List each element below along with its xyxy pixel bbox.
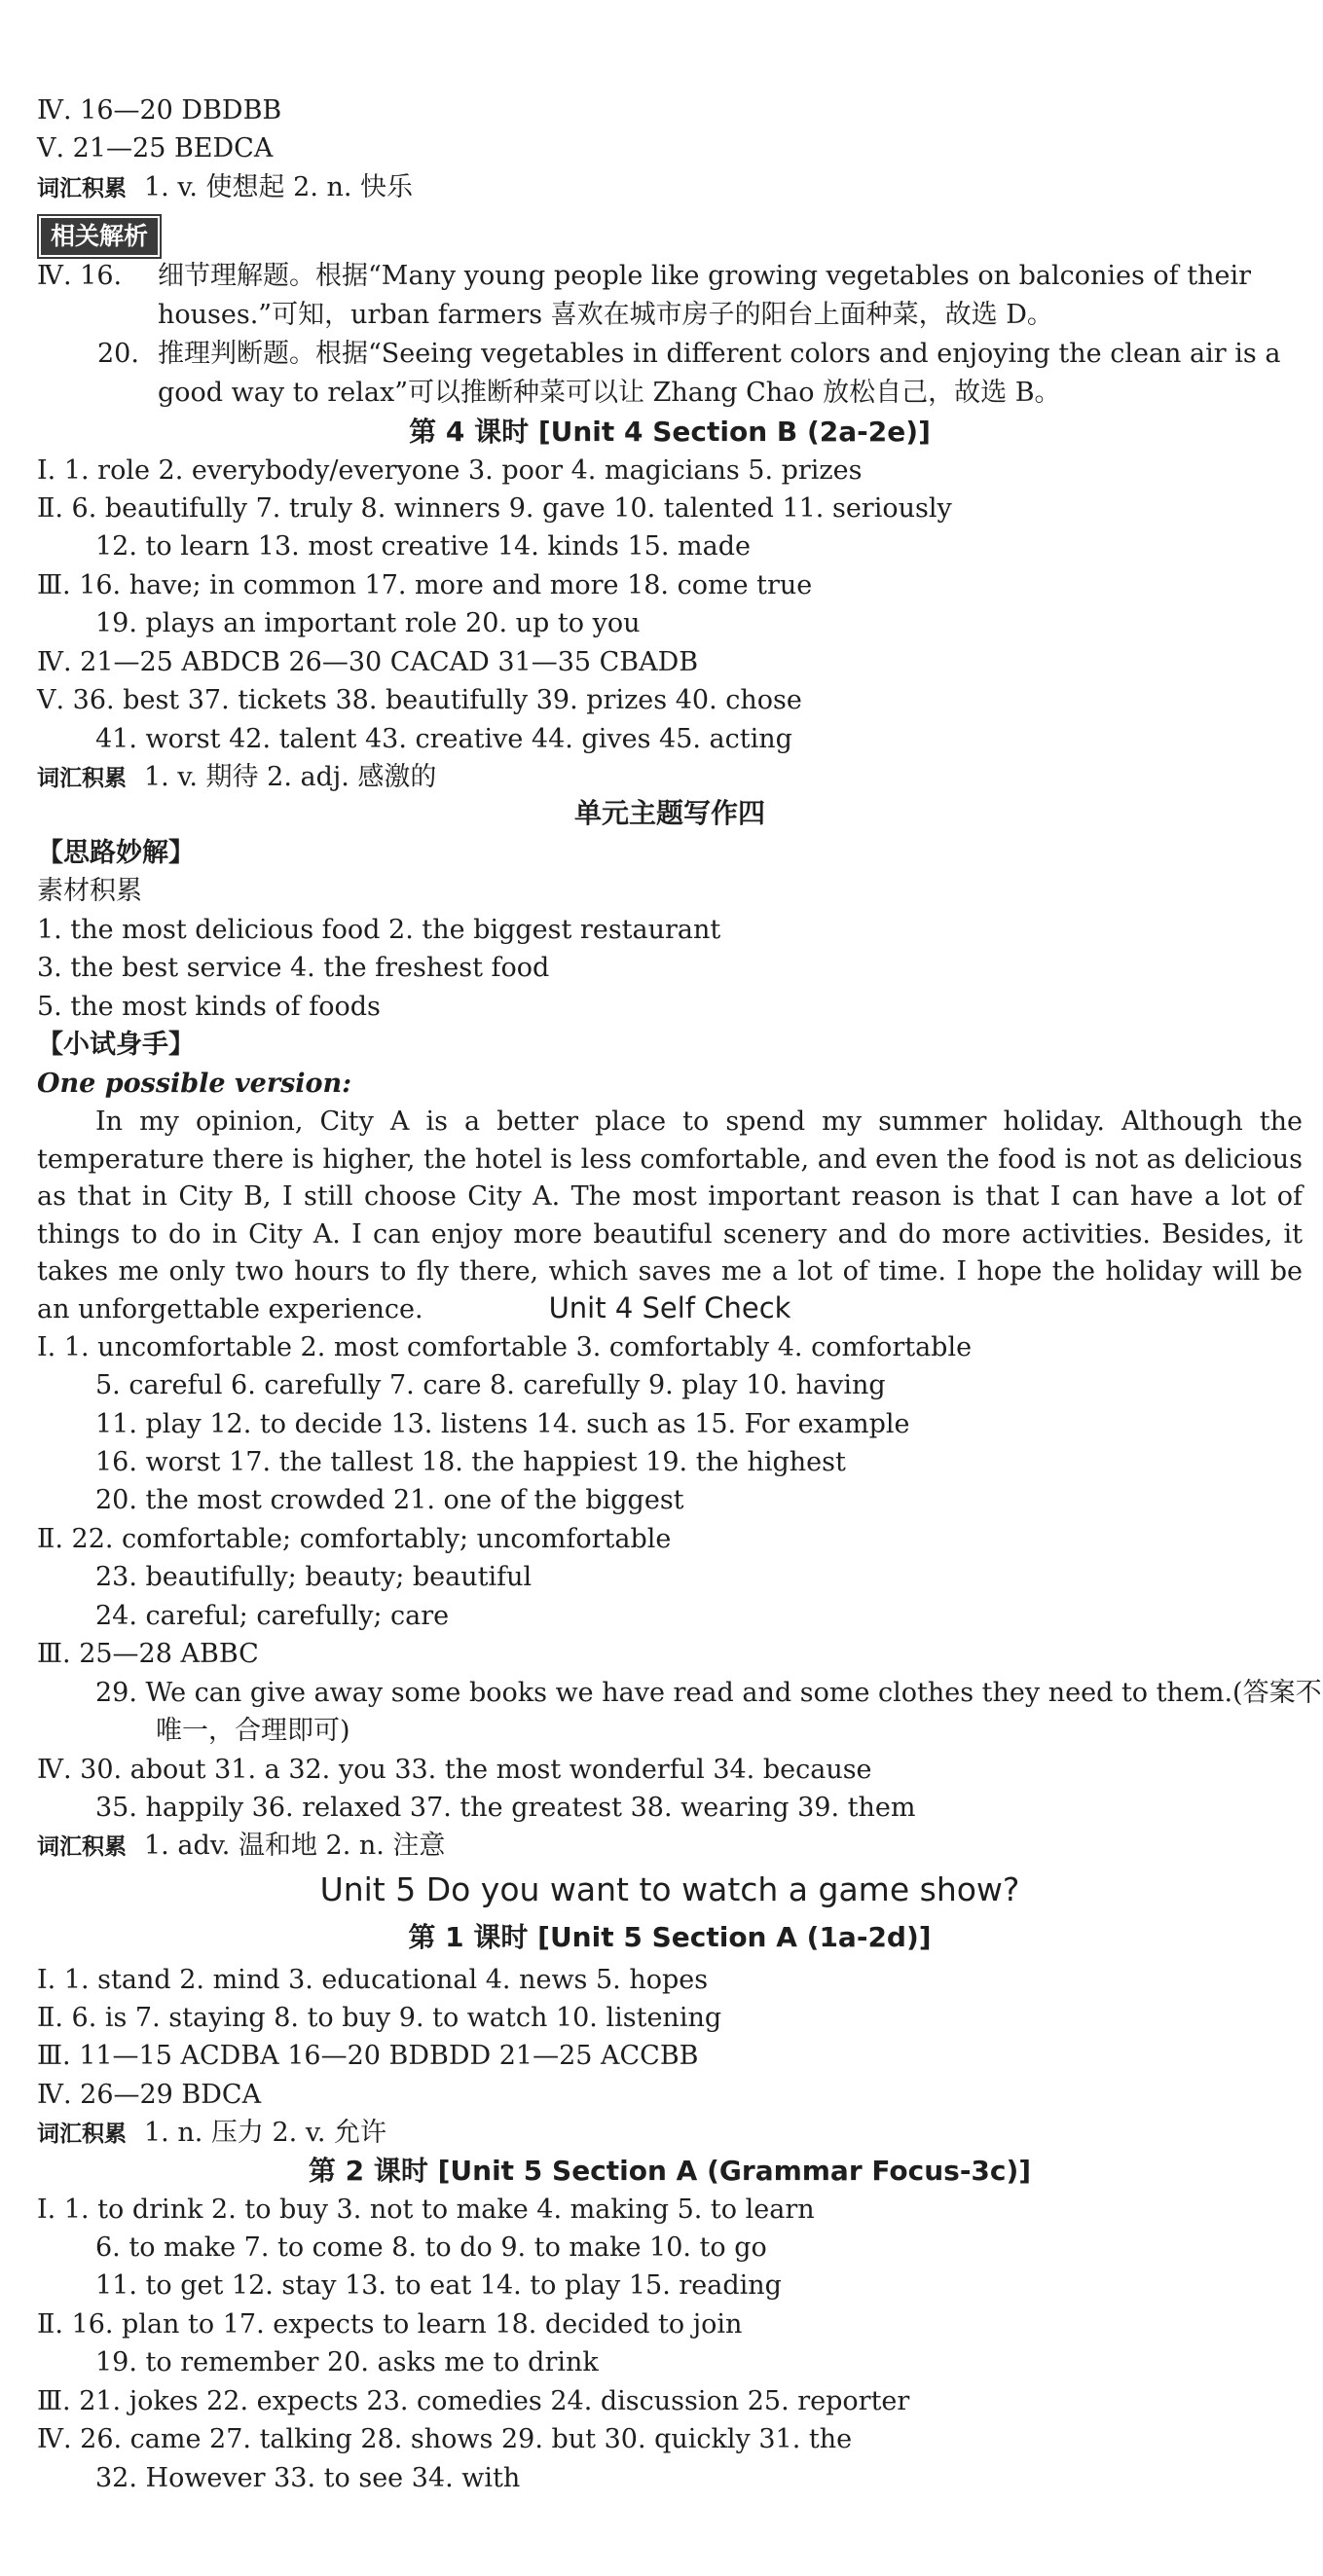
answer-line: 20. the most crowded 21. one of the biggest <box>95 1485 684 1515</box>
vocab-label: 词汇积累 <box>37 766 127 791</box>
section-heading-u5-lesson2: 第 2 课时 [Unit 5 Section A (Grammar Focus-3c)] <box>308 2155 1032 2187</box>
vocab-text: 1. v. 使想起 2. n. 快乐 <box>144 172 414 202</box>
vocab-line <box>37 170 413 206</box>
answer-line: Ⅴ. 36. best 37. tickets 38. beautifully 39. prizes 40. chose <box>37 685 802 715</box>
section-heading-selfcheck: Unit 4 Self Check <box>548 1291 791 1324</box>
answer-line: 唯一，合理即可) <box>156 1716 350 1746</box>
answer-line: Ⅴ. 21—25 BEDCA <box>37 133 274 163</box>
answer-line: 16. worst 17. the tallest 18. the happiest 19. the highest <box>95 1447 846 1477</box>
answer-line: Ⅱ. 6. is 7. staying 8. to buy 9. to watch 10. listening <box>37 2003 722 2033</box>
answer-line: 24. careful; carefully; care <box>95 1601 450 1631</box>
vocab-label: 词汇积累 <box>37 2122 127 2147</box>
section-heading-u5-lesson1: 第 1 课时 [Unit 5 Section A (1a-2d)] <box>408 1921 932 1953</box>
answer-line: 11. to get 12. stay 13. to eat 14. to play 15. reading <box>95 2270 782 2301</box>
vocab-text: 1. v. 期待 2. adj. 感激的 <box>144 762 437 792</box>
vocab-line <box>37 2116 386 2152</box>
answer-line: Ⅳ. 30. about 31. a 32. you 33. the most wonderful 34. because <box>37 1755 872 1785</box>
answer-line: 29. We can give away some books we have read and some clothes they need to them.(答案不 <box>95 1678 1322 1708</box>
answer-line: Ⅲ. 21. jokes 22. expects 23. comedies 24. discussion 25. reporter <box>37 2386 910 2416</box>
answer-line: Ⅳ. 16—20 DBDBB <box>37 95 282 126</box>
answer-line: 6. to make 7. to come 8. to do 9. to make 10. to go <box>95 2232 767 2263</box>
analysis-16-number: Ⅳ. 16. <box>37 261 123 291</box>
answer-line: Ⅰ. 1. stand 2. mind 3. educational 4. news 5. hopes <box>37 1965 709 1995</box>
answer-line: Ⅲ. 11—15 ACDBA 16—20 BDBDD 21—25 ACCBB <box>37 2041 699 2071</box>
answer-line: 35. happily 36. relaxed 37. the greatest 38. wearing 39. them <box>95 1793 916 1823</box>
answer-line: 23. beautifully; beauty; beautiful <box>95 1562 533 1592</box>
answer-line: Ⅲ. 25—28 ABBC <box>37 1639 259 1669</box>
material-line: 3. the best service 4. the freshest food <box>37 953 550 983</box>
analysis-16-text1: 细节理解题。根据“Many young people like growing vegetables on balconies of their <box>158 261 1251 291</box>
material-line: 1. the most delicious food 2. the biggest restaurant <box>37 915 721 945</box>
analysis-20-text2: good way to relax”可以推断种菜可以让 Zhang Chao 放松自己，故选 B。 <box>158 378 1061 408</box>
answer-line: 19. to remember 20. asks me to drink <box>95 2347 599 2377</box>
section-heading-lesson4: 第 4 课时 [Unit 4 Section B (2a-2e)] <box>409 416 931 448</box>
answer-line: Ⅱ. 16. plan to 17. expects to learn 18. decided to join <box>37 2309 743 2340</box>
answer-line: 11. play 12. to decide 13. listens 14. such as 15. For example <box>95 1409 910 1439</box>
answer-line: 41. worst 42. talent 43. creative 44. gives 45. acting <box>95 724 792 754</box>
analysis-16-text2: houses.”可知，urban farmers 喜欢在城市房子的阳台上面种菜，故选 D。 <box>158 300 1053 330</box>
answer-line: Ⅳ. 26. came 27. talking 28. shows 29. but 30. quickly 31. the <box>37 2424 853 2454</box>
answer-line: Ⅲ. 16. have; in common 17. more and more 18. come true <box>37 570 813 600</box>
material-line: 5. the most kinds of foods <box>37 992 381 1022</box>
analysis-20-text1: 推理判断题。根据“Seeing vegetables in different colors and enjoying the clean air is a <box>158 339 1281 369</box>
subheading: 【思路妙解】 <box>37 838 195 868</box>
answer-line: 12. to learn 13. most creative 14. kinds 15. made <box>95 531 751 562</box>
vocab-label: 词汇积累 <box>37 176 127 201</box>
analysis-20-number: 20. <box>97 339 139 369</box>
answer-line: Ⅰ. 1. to drink 2. to buy 3. not to make 4. making 5. to learn <box>37 2195 815 2225</box>
answer-line: 5. careful 6. carefully 7. care 8. carefully 9. play 10. having <box>95 1370 886 1400</box>
analysis-tag-label: 相关解析 <box>41 218 158 255</box>
answer-line: Ⅱ. 6. beautifully 7. truly 8. winners 9. gave 10. talented 11. seriously <box>37 493 952 524</box>
vocab-label: 词汇积累 <box>37 1834 127 1860</box>
answer-line: Ⅰ. 1. role 2. everybody/everyone 3. poor 4. magicians 5. prizes <box>37 455 863 486</box>
sample-essay: In my opinion, City A is a better place to spend my summer holiday. Although the temperature there is higher, the hotel is less comfortable, and even the food is not as delicious as that in City B, I still choose City A. The most important reason is that I can have a lot of things to do in City A. I can enjoy more beautiful scenery and do more activities. Besides, it takes me only two hours to fly there, which saves me a lot of time. I hope the holiday will be an unforgettable experience. <box>37 1107 1303 1324</box>
answer-line: Ⅱ. 22. comfortable; comfortably; uncomfortable <box>37 1524 672 1554</box>
vocab-text: 1. n. 压力 2. v. 允许 <box>144 2118 387 2148</box>
answer-line: 19. plays an important role 20. up to you <box>95 608 641 638</box>
vocab-text: 1. adv. 温和地 2. n. 注意 <box>144 1831 446 1861</box>
analysis-16-line1 <box>37 259 122 294</box>
answer-line: Ⅳ. 21—25 ABDCB 26—30 CACAD 31—35 CBADB <box>37 647 699 677</box>
answer-line: Ⅳ. 26—29 BDCA <box>37 2080 262 2110</box>
subheading: 【小试身手】 <box>37 1030 195 1060</box>
unit-heading: Unit 5 Do you want to watch a game show? <box>319 1870 1020 1908</box>
answer-line: Ⅰ. 1. uncomfortable 2. most comfortable 3. comfortably 4. comfortable <box>37 1332 973 1362</box>
subheading: 素材积累 <box>37 876 142 906</box>
analysis-tag <box>37 214 162 259</box>
answer-line: 32. However 33. to see 34. with <box>95 2463 521 2493</box>
section-heading-writing: 单元主题写作四 <box>573 797 765 829</box>
vocab-line <box>37 760 436 796</box>
version-label: One possible version: <box>37 1069 352 1099</box>
vocab-line <box>37 1829 445 1865</box>
